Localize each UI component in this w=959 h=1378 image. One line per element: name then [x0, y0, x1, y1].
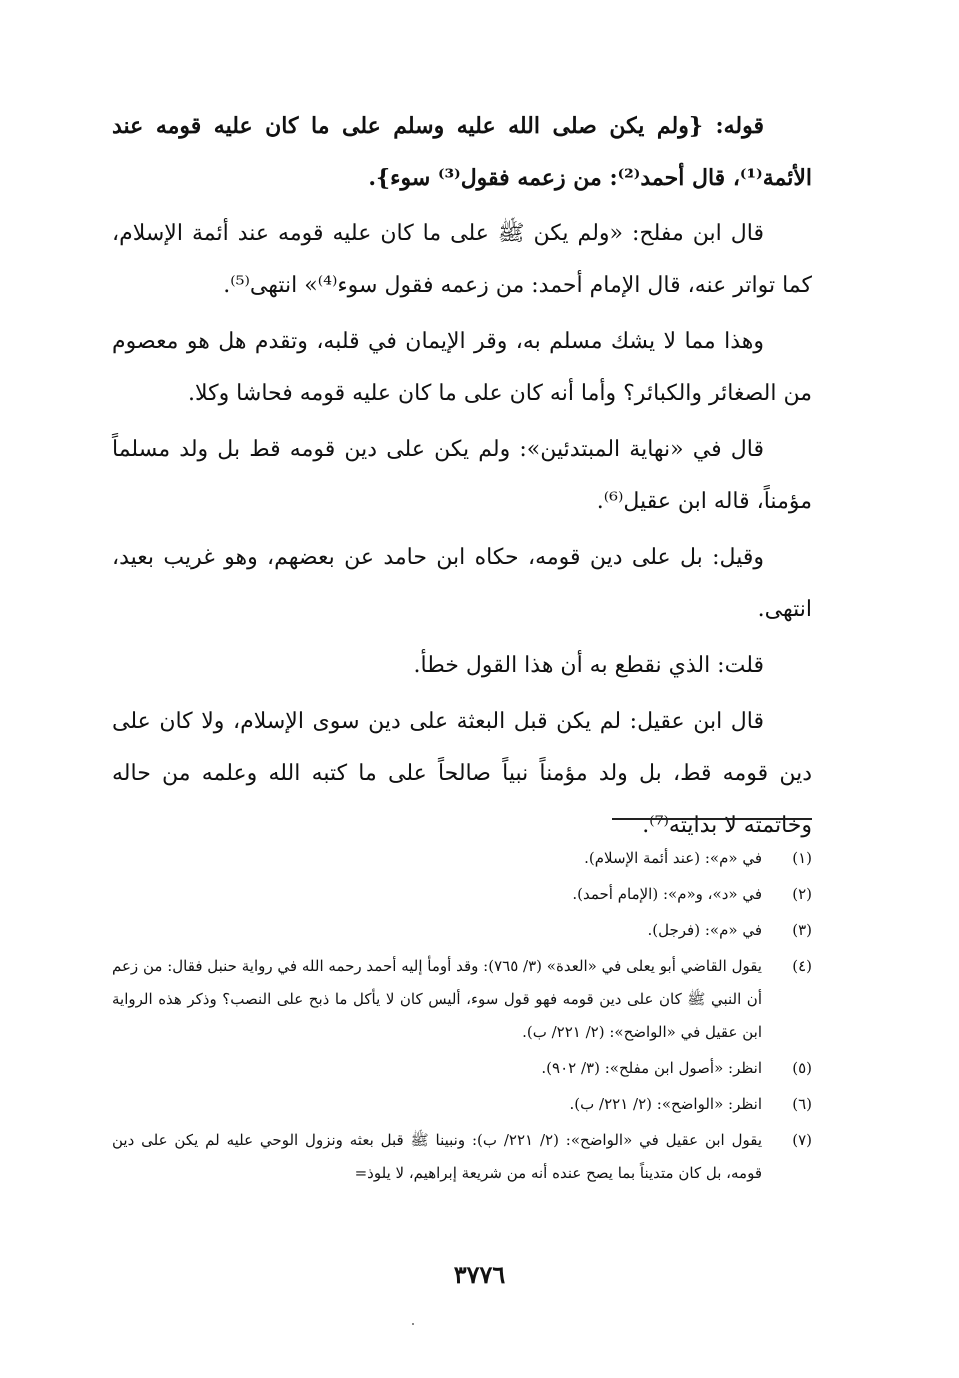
footnote-text: في «م»: (فرجل). — [647, 921, 762, 939]
paragraph-1: قوله: {ولم يكن صلى الله عليه وسلم على ما كان عليه قومه عند الأئمة⁽¹⁾، قال أحمد⁽²⁾: من زعمه فقول⁽³⁾ سوء}. — [112, 113, 812, 191]
footnote-number: (٥) — [792, 1059, 812, 1077]
footnote-text: انظر: «أصول ابن مفلح»: (٣/ ٩٠٢). — [541, 1059, 762, 1077]
footnote-number: (٦) — [792, 1095, 812, 1113]
footnote-number: (٢) — [792, 885, 812, 903]
footnote-text: يقول ابن عقيل في «الواضح»: (٢/ ٢٢١/ ب): ونبينا ﷺ قبل بعثه ونزول الوحي عليه لم يكن على دين قومه، بل كان متديناً بما يصح عنده أنه من شريعة إبراهيم، لا يلوذ= — [112, 1131, 762, 1182]
footnote-number: (٤) — [792, 957, 812, 975]
footnote — [112, 1124, 812, 1190]
main-text — [112, 100, 812, 856]
footnote-separator — [612, 818, 812, 820]
footnote — [112, 878, 812, 911]
footnote-number: (٧) — [792, 1131, 812, 1149]
footnote-text: في «م»: (عند أئمة الإسلام). — [584, 849, 762, 867]
footnotes — [112, 842, 812, 1193]
footnote — [112, 842, 812, 875]
paragraph-6: قلت: الذي نقطع به أن هذا القول خطأ. — [413, 653, 764, 678]
footnote-text: يقول القاضي أبو يعلى في «العدة» (٣/ ٧٦٥): وقد أومأ إليه أحمد رحمه الله في رواية حنبل فقال: من زعم أن النبي ﷺ كان على دين قومه فهو قول سوء، أليس كان لا يأكل ما ذبح على النصب؟ وذكر هذه الرواية ابن عقيل في «الواضح»: (٢/ ٢٢١/ ب). — [112, 957, 762, 1041]
paragraph-4: قال في «نهاية المبتدئين»: ولم يكن على دين قومه قط بل ولد مسلماً مؤمناً، قاله ابن عقيل⁽⁶⁾. — [112, 437, 812, 514]
paragraph-3: وهذا مما لا يشك مسلم به، وقر الإيمان في قلبه، وتقدم هل هو معصوم من الصغائر والكبائر؟ وأما أنه كان على ما كان عليه قومه فحاشا وكلا. — [112, 329, 812, 406]
paragraph-2: قال ابن مفلح: «ولم يكن ﷺ على ما كان عليه قومه عند أئمة الإسلام، كما تواتر عنه، قال الإمام أحمد: من زعمه فقول سوء⁽⁴⁾» انتهى⁽⁵⁾. — [112, 221, 812, 298]
paragraph-5: وقيل: بل على دين قومه، حكاه ابن حامد عن بعضهم، وهو غريب بعيد، انتهى. — [112, 545, 812, 622]
footnote-text: انظر: «الواضح»: (٢/ ٢٢١/ ب). — [569, 1095, 762, 1113]
footnote-number: (٣) — [792, 921, 812, 939]
paragraph-7: قال ابن عقيل: لم يكن قبل البعثة على دين سوى الإسلام، ولا كان على دين قومه قط، بل ولد مؤمناً نبياً صالحاً على ما كتبه الله وعلمه من حاله وخاتمته لا بدايته⁽⁷⁾. — [112, 709, 812, 838]
footnote — [112, 1088, 812, 1121]
scan-dot — [412, 1323, 414, 1325]
footnote — [112, 950, 812, 1049]
page-number: ٣٧٧٦ — [453, 1260, 506, 1289]
footnote — [112, 914, 812, 947]
footnote-text: في «د»، و«م»: (الإمام أحمد). — [572, 885, 762, 903]
footnote — [112, 1052, 812, 1085]
footnote-number: (١) — [792, 849, 812, 867]
